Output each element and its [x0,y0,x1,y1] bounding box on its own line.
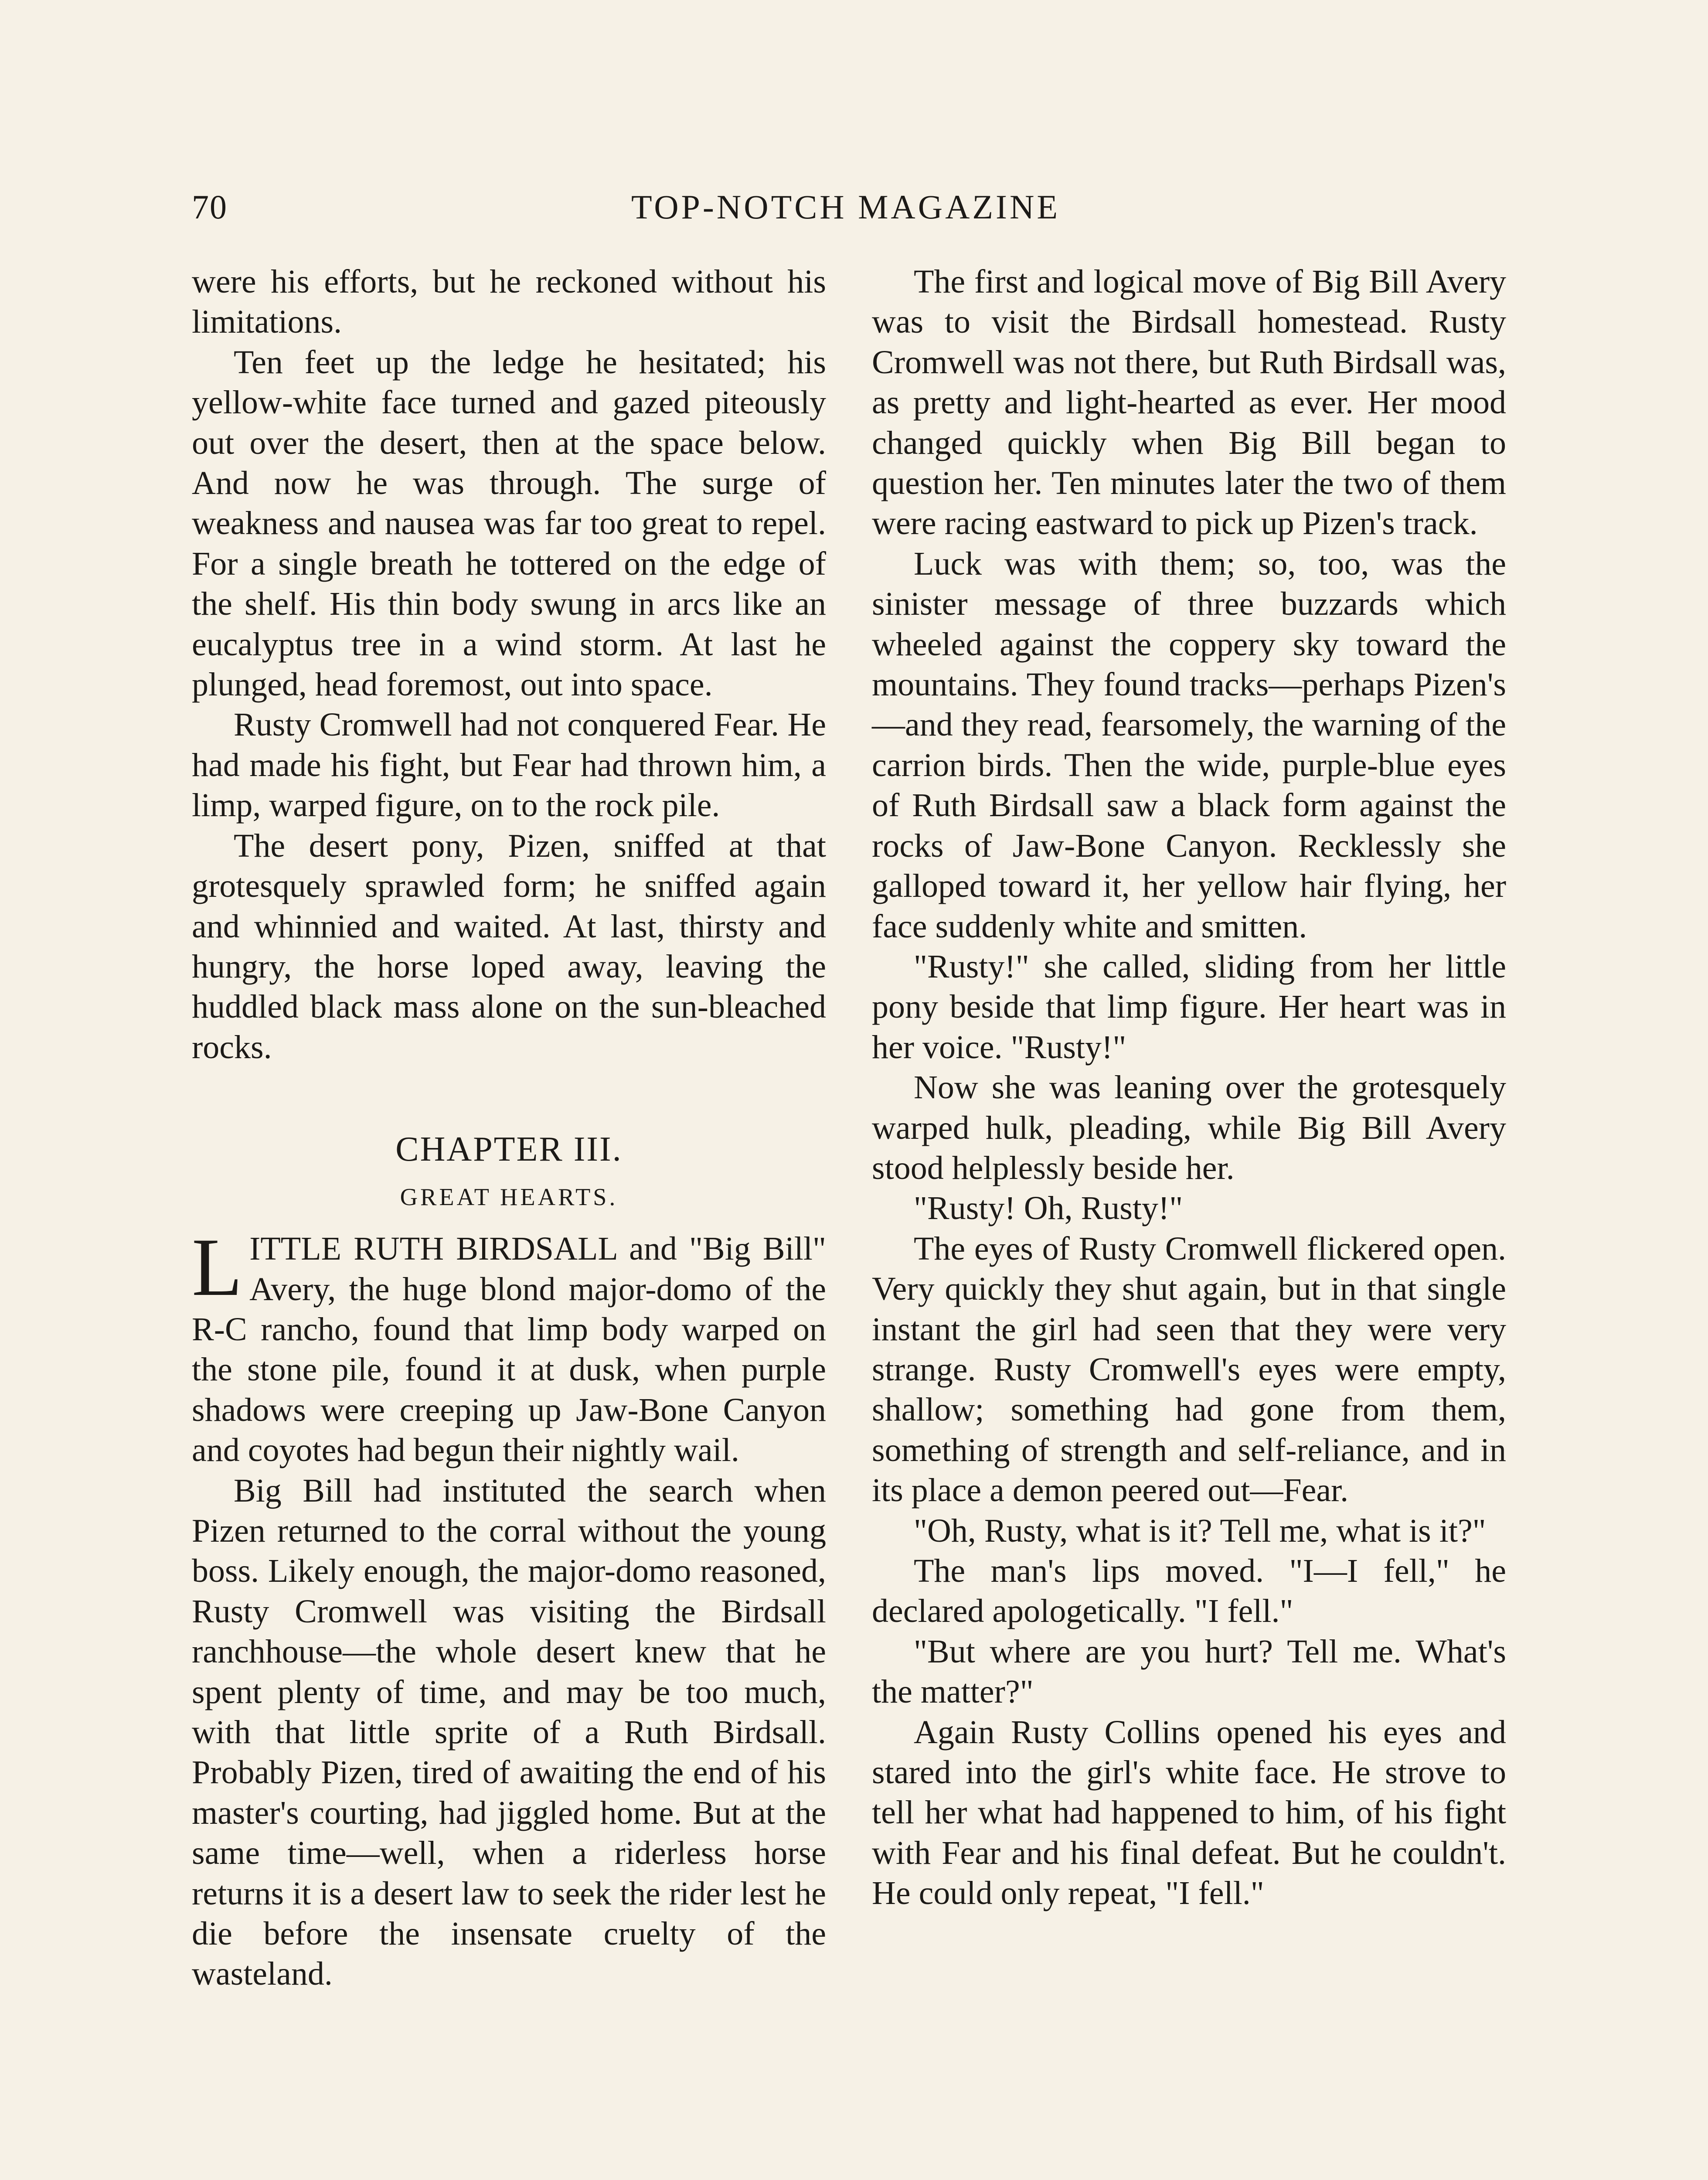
opening-paragraph [192,1222,826,1470]
paragraph: Big Bill had instituted the search when Pizen returned to the corral without the young boss. Likely enough, the major-domo reasoned, Rusty Cromwell was visiting the Birdsall ranchhouse—the whole desert knew that he spent plenty of time, and may be too much, with that little sprite of a Ruth Birdsall. Probably Pizen, tired of awaiting the end of his master's courting, had jiggled home. But at the same time—well, when a riderless horse returns it is a desert law to seek the rider lest he die before the insensate cruelty of the wasteland. [192,1472,826,1993]
right-column [872,262,1506,1914]
paragraph: The man's lips moved. "I—I fell," he declared apologetically. "I fell." [872,1553,1506,1630]
opening-text: ITTLE RUTH BIRDSALL and "Big Bill" Avery, the huge blond major-domo of the R-C rancho, found that limp body warped on the stone pile, found it at dusk, when purple shadows were creeping up Jaw-Bone Canyon and coyotes had begun their nightly wail. [192,1230,826,1469]
paragraph: Now she was leaning over the grotesquely warped hulk, pleading, while Big Bill Avery stood helplessly beside her. [872,1069,1506,1186]
paragraph: The desert pony, Pizen, sniffed at that grotesquely sprawled form; he sniffed again and whinnied and waited. At last, thirsty and hungry, the horse loped away, leaving the huddled black mass alone on the sun-bleached rocks. [192,827,826,1066]
paragraph: The eyes of Rusty Cromwell flickered open. Very quickly they shut again, but in that single instant the girl had seen that they were very strange. Rusty Cromwell's eyes were empty, shallow; something had gone from them, something of strength and self-reliance, and in its place a demon peered out—Fear. [872,1230,1506,1509]
paragraph: Again Rusty Collins opened his eyes and stared into the girl's white face. He strove to tell her what had happened to him, of his fight with Fear and his final defeat. But he couldn't. He could only repeat, "I fell." [872,1713,1506,1912]
chapter-heading: CHAPTER III. [395,1130,623,1169]
page-number: 70 [192,188,228,226]
chapter-subtitle: GREAT HEARTS. [400,1184,618,1211]
paragraph: Rusty Cromwell had not conquered Fear. He had made his fight, but Fear had thrown him, a limp, warped figure, on to the rock pile. [192,706,826,824]
running-title: TOP-NOTCH MAGAZINE [631,188,1060,226]
left-column [192,262,826,1994]
paragraph: "Rusty! Oh, Rusty!" [914,1190,1183,1227]
paragraph: Ten feet up the ledge he hesitated; his yellow-white face turned and gazed piteously out over the desert, then at the space below. And now he was through. The surge of weakness and nausea was far too great to repel. For a single breath he tottered on the edge of the shelf. His thin body swung in arcs like an eucalyptus tree in a wind storm. At last he plunged, head foremost, out into space. [192,344,826,703]
paragraph: "But where are you hurt? Tell me. What's the matter?" [872,1633,1506,1710]
paragraph: Luck was with them; so, too, was the sinister message of three buzzards which wheeled against the coppery sky toward the mountains. They found tracks—perhaps Pizen's—and they read, fearsomely, the warning of the carrion birds. Then the wide, purple-blue eyes of Ruth Birdsall saw a black form against the rocks of Jaw-Bone Canyon. Recklessly she galloped toward it, her yellow hair flying, her face suddenly white and smitten. [872,545,1506,945]
page-header [192,187,1500,231]
paragraph: were his efforts, but he reckoned without his limitations. [192,263,826,341]
paragraph: "Rusty!" she called, sliding from her little pony beside that limp figure. Her heart was in her voice. "Rusty!" [872,948,1506,1066]
paragraph: The first and logical move of Big Bill Avery was to visit the Birdsall homestead. Rusty Cromwell was not there, but Ruth Birdsall was, as pretty and light-hearted as ever. Her mood changed quickly when Big Bill began to question her. Ten minutes later the two of them were racing eastward to pick up Pizen's track. [872,263,1506,542]
drop-cap: L [192,1222,243,1314]
paragraph: "Oh, Rusty, what is it? Tell me, what is it?" [914,1512,1486,1549]
